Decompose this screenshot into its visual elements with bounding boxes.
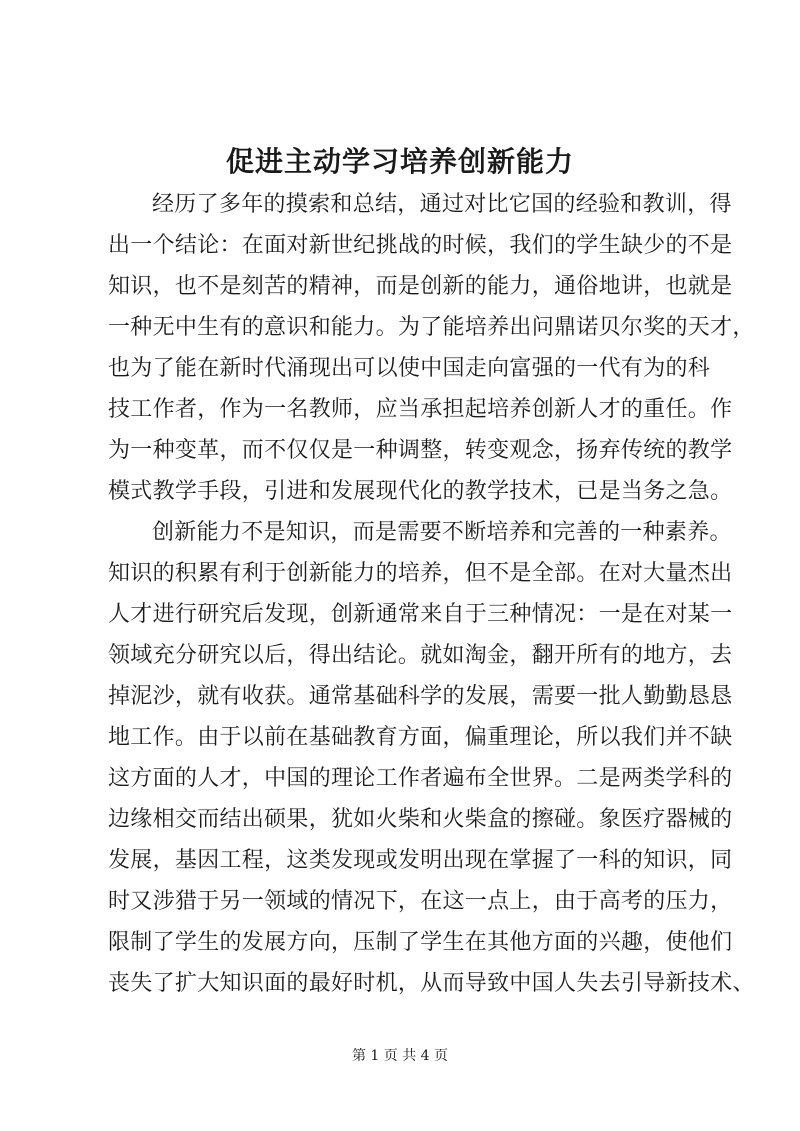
paragraph-2-line-9: 发展，基因工程，这类发现或发明出现在掌握了一科的知识，同: [108, 848, 733, 873]
paragraph-2-line-5: 掉泥沙，就有收获。通常基础科学的发展，需要一批人勤勤恳恳: [108, 684, 733, 709]
paragraph-2-line-2: 知识的积累有利于创新能力的培养，但不是全部。在对大量杰出: [108, 561, 733, 586]
paragraph-1-line-1: 经历了多年的摸索和总结，通过对比它国的经验和教训，得: [152, 192, 732, 217]
document-body: [108, 184, 755, 1004]
paragraph-1-line-5: 也为了能在新时代涌现出可以使中国走向富强的一代有为的科: [108, 356, 711, 381]
page-number-label: 第 1 页 共 4 页: [351, 1048, 449, 1064]
paragraph-2-line-7: 这方面的人才，中国的理论工作者遍布全世界。二是两类学科的: [108, 766, 733, 791]
paragraph-2-line-1: 创新能力不是知识，而是需要不断培养和完善的一种素养。: [152, 520, 732, 545]
paragraph-2-line-12: 丧失了扩大知识面的最好时机，从而导致中国人失去引导新技术、: [108, 971, 755, 996]
paragraph-1-line-3: 知识，也不是刻苦的精神，而是创新的能力，通俗地讲，也就是: [108, 274, 733, 299]
paragraph-2-line-8: 边缘相交而结出硕果，犹如火柴和火柴盒的擦碰。象医疗器械的: [108, 807, 733, 832]
paragraph-1-line-7: 为一种变革，而不仅仅是一种调整，转变观念，扬弃传统的教学: [108, 438, 733, 463]
page-footer: [0, 1046, 800, 1066]
paragraph-1-line-8: 模式教学手段，引进和发展现代化的教学技术，已是当务之急。: [108, 479, 733, 504]
paragraph-2-line-4: 领域充分研究以后，得出结论。就如淘金，翻开所有的地方，去: [108, 643, 733, 668]
paragraph-2-line-10: 时又涉猎于另一领域的情况下，在这一点上，由于高考的压力，: [108, 889, 733, 914]
paragraph-1-line-4: 一种无中生有的意识和能力。为了能培养出问鼎诺贝尔奖的天才，: [108, 315, 755, 340]
paragraph-2-line-3: 人才进行研究后发现，创新通常来自于三种情况：一是在对某一: [108, 602, 733, 627]
paragraph-1-line-2: 出一个结论：在面对新世纪挑战的时候，我们的学生缺少的不是: [108, 233, 733, 258]
paragraph-1-line-6: 技工作者，作为一名教师，应当承担起培养创新人才的重任。作: [108, 397, 733, 422]
document-title: 促进主动学习培养创新能力: [225, 145, 574, 178]
paragraph-2-line-11: 限制了学生的发展方向，压制了学生在其他方面的兴趣，使他们: [108, 930, 733, 955]
paragraph-2-line-6: 地工作。由于以前在基础教育方面，偏重理论，所以我们并不缺: [108, 725, 733, 750]
